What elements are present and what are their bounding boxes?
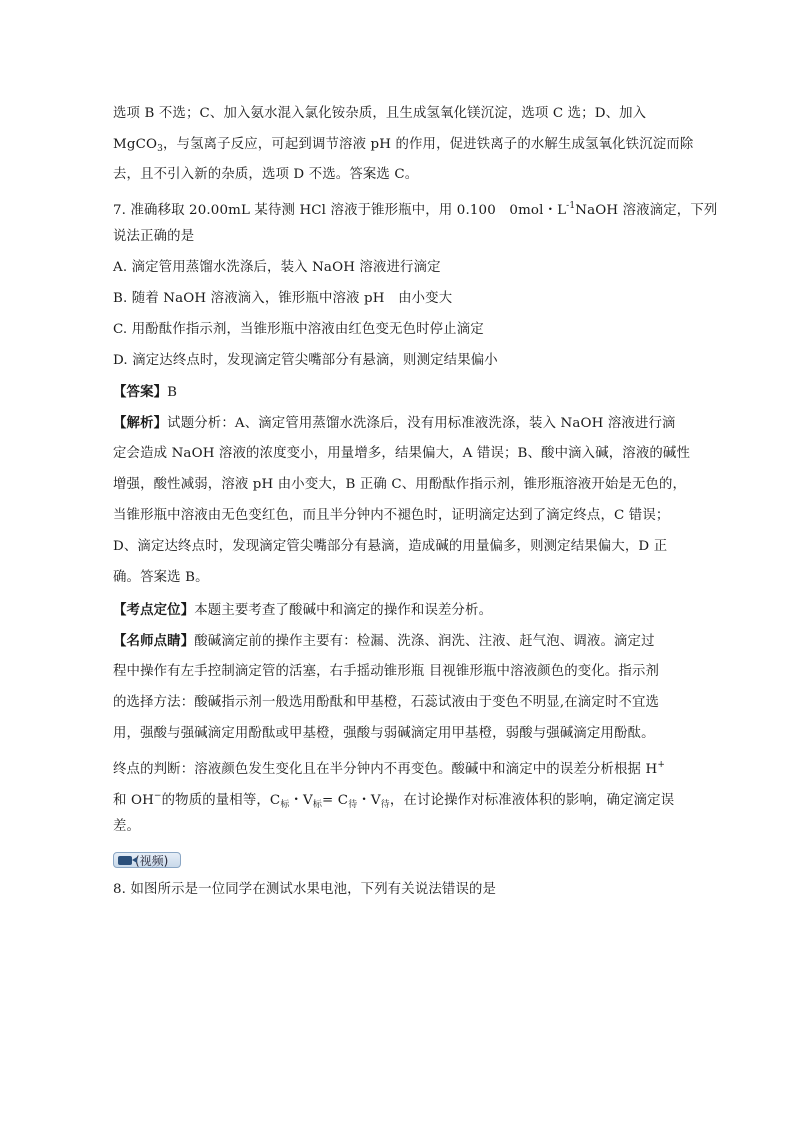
analysis-line-4: 当锥形瓶中溶液由无色变红色，而且半分钟内不褪色时，证明滴定达到了滴定终点，C 错误； bbox=[113, 508, 670, 523]
video-camera-icon bbox=[118, 856, 132, 865]
video-link-button[interactable] bbox=[113, 852, 181, 868]
prev-explanation-line-3: 去，且不引入新的杂质，选项 D 不选。答案选 C。 bbox=[113, 167, 419, 182]
analysis-line-3: 增强，酸性减弱，溶液 pH 由小变大，B 正确 C、用酚酞作指示剂，锥形瓶溶液开始是无色的， bbox=[113, 477, 687, 492]
analysis-line-1: 【解析】试题分析：A、滴定管用蒸馏水洗涤后，没有用标准液洗涤，装入 NaOH 溶液进行滴 bbox=[113, 415, 676, 431]
answer-value: B bbox=[167, 385, 178, 400]
analysis-label: 【解析】 bbox=[113, 415, 168, 431]
mingshi-line-7: 差。 bbox=[113, 819, 141, 834]
analysis-line-6: 确。答案选 B。 bbox=[113, 570, 209, 585]
question-7-stem: 7. 准确移取 20.00mL 某待测 HCl 溶液于锥形瓶中，用 0.100 0mol・$L^{-1}NaOH$ 溶液滴定，下列 bbox=[113, 201, 718, 218]
question-7-stem-line-2: 说法正确的是 bbox=[113, 229, 195, 244]
kaodian: 【考点定位】本题主要考查了酸碱中和滴定的操作和误差分析。 bbox=[113, 602, 493, 618]
analysis-line-5: D、滴定达终点时，发现滴定管尖嘴部分有悬滴，造成碱的用量偏多，则测定结果偏大，D 正 bbox=[113, 539, 668, 554]
mingshi-line-5: 终点的判断：溶液颜色发生变化且在半分钟内不再变色。酸碱中和滴定中的误差分析根据 H+ bbox=[113, 760, 666, 777]
mingshi-line-2: 程中操作有左手控制滴定管的活塞，右手摇动锥形瓶 目视锥形瓶中溶液颜色的变化。指示剂 bbox=[113, 664, 660, 679]
option-c: C. 用酚酞作指示剂，当锥形瓶中溶液由红色变无色时停止滴定 bbox=[113, 322, 484, 337]
mingshi-line-6: 和 OH−的物质的量相等，$C_标$・$V_标= C_待$・$V_待$，在讨论操作对标准液体积的影响，确定滴定误 bbox=[113, 791, 675, 810]
answer bbox=[113, 382, 177, 403]
kaodian-label: 【考点定位】 bbox=[113, 602, 195, 618]
analysis-line-2: 定会造成 NaOH 溶液的浓度变小，用量增多，结果偏大，A 错误；B、酸中滴入碱，溶液的碱性 bbox=[113, 446, 690, 461]
answer-label: 【答案】 bbox=[113, 384, 168, 400]
question-8-stem: 8. 如图所示是一位同学在测试水果电池，下列有关说法错误的是 bbox=[113, 882, 497, 897]
option-a: A. 滴定管用蒸馏水洗涤后，装入 NaOH 溶液进行滴定 bbox=[113, 260, 441, 275]
video-link-label: (视频) bbox=[135, 853, 169, 868]
mingshi-line-4: 用，强酸与强碱滴定用酚酞或甲基橙，强酸与弱碱滴定用甲基橙，弱酸与强碱滴定用酚酞。 bbox=[113, 726, 655, 741]
mingshi-label: 【名师点睛】 bbox=[113, 633, 195, 649]
option-d: D. 滴定达终点时，发现滴定管尖嘴部分有悬滴，则测定结果偏小 bbox=[113, 353, 498, 368]
prev-explanation-line-1: 选项 B 不选；C、加入氨水混入氯化铵杂质，且生成氢氧化镁沉淀，选项 C 选；D、加入 bbox=[113, 106, 647, 121]
mingshi-line-1: 【名师点睛】酸碱滴定前的操作主要有：检漏、洗涤、润洗、注液、赶气泡、调液。滴定过 bbox=[113, 633, 655, 649]
mingshi-line-3: 的选择方法：酸碱指示剂一般选用酚酞和甲基橙，石蕊试液由于变色不明显,在滴定时不宜选 bbox=[113, 695, 660, 710]
prev-explanation-line-2: MgCO$_3$，与氢离子反应，可起到调节溶液 pH 的作用，促进铁离子的水解生成氢氧化铁沉淀而除 bbox=[113, 137, 694, 154]
option-b: B. 随着 NaOH 溶液滴入，锥形瓶中溶液 pH 由小变大 bbox=[113, 291, 453, 306]
